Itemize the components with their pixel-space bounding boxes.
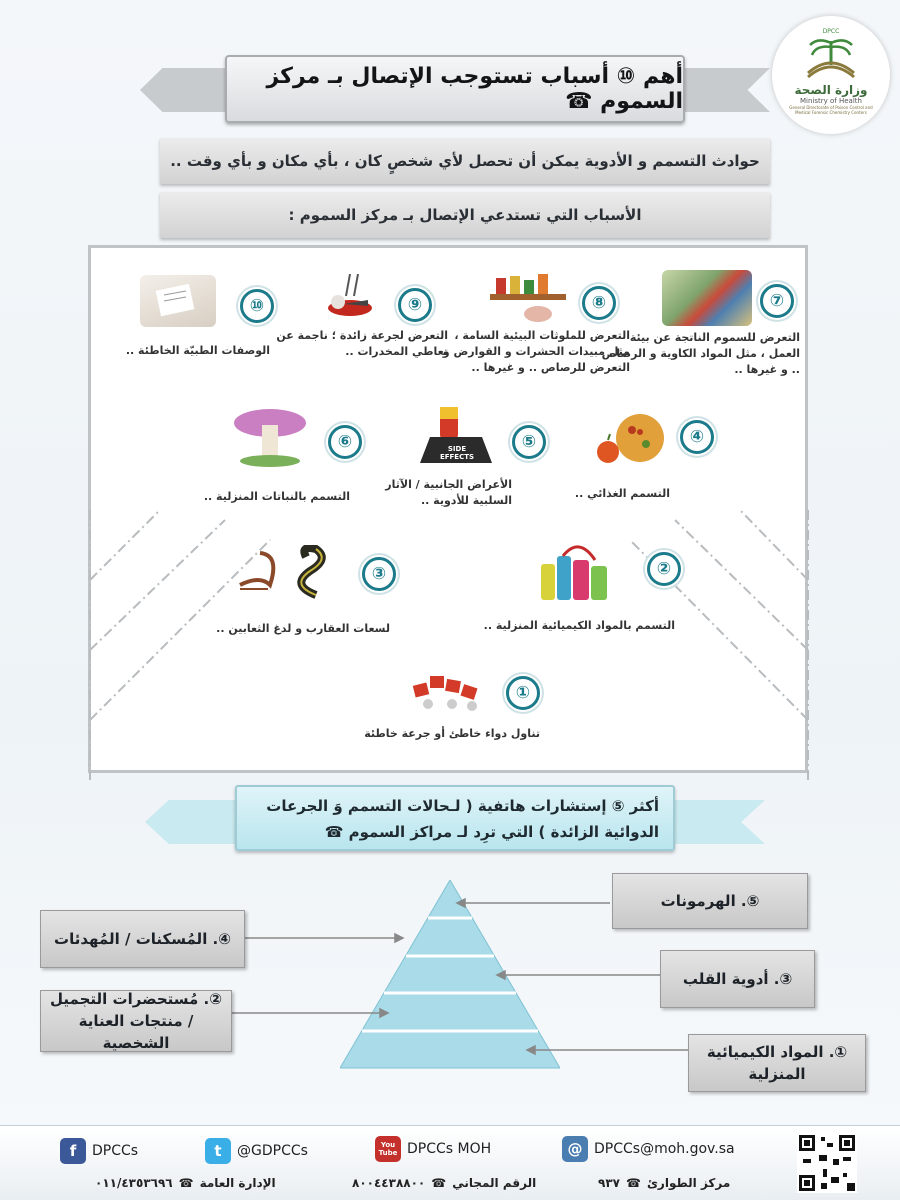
consultation-item-3: ③. أدوية القلب (660, 950, 815, 1008)
cause-number: ⑩ (240, 289, 274, 323)
cause-number: ④ (680, 420, 714, 454)
ribbon-tail-right (680, 68, 770, 112)
emergency-contact (598, 1176, 730, 1190)
cause-text: التسمم بالنباتات المنزلية .. (203, 490, 350, 503)
cleaning-products-icon (535, 540, 615, 604)
consultations-title (235, 785, 675, 851)
prescription-icon (140, 275, 216, 327)
consultations-line-1: أكثر ⑤ إستشارات هاتفية ( لـحالات التسمم وَ الجرعات (266, 797, 659, 815)
cause-item-9 (270, 270, 450, 390)
admin-label: الإدارة العامة (199, 1176, 276, 1190)
facebook-link[interactable] (60, 1138, 138, 1164)
cause-item-8 (430, 270, 630, 390)
cause-text: التعرض للسموم الناتجة عن بيئة العمل ، مثل المواد الكاوية و الرصاص .. و غيرها .. (601, 331, 800, 376)
cause-number: ① (506, 676, 540, 710)
side-effects-label: SIDE EFFECTS (439, 445, 475, 461)
cause-text: تناول دواء خاطئ أو جرعة خاطئة (364, 727, 540, 740)
logo-name-ar: وزارة الصحة (794, 83, 868, 97)
email-icon: @ (562, 1136, 588, 1162)
cause-text: الوصفات الطبيّة الخاطئة .. (125, 344, 270, 357)
ministry-logo (772, 16, 890, 134)
qr-code-icon (797, 1133, 857, 1193)
email-link[interactable] (562, 1136, 735, 1162)
emergency-label: مركز الطوارئ (646, 1176, 731, 1190)
cause-number: ② (647, 552, 681, 586)
facebook-handle: DPCCs (92, 1143, 139, 1159)
cause-item-2 (475, 540, 695, 640)
logo-center-en: General Directorate of Poison Control and Medical Forensic Chemistry Centers (789, 105, 873, 115)
cause-item-3 (210, 545, 400, 645)
page-title: أهم ⑩ أسباب تستوجب الإتصال بـ مركز السموم ☎ (225, 55, 685, 123)
twitter-icon: t (205, 1138, 231, 1164)
consultation-item-5: ⑤. الهرمونات (612, 873, 808, 929)
ribbon2-tail-right (670, 800, 765, 844)
cause-number: ⑧ (582, 286, 616, 320)
cause-text: التعرض للملوثات البيئية السامة ، مثل مبيدات الحشرات و القوارض و التعرض للرصاص .. و غيرها .. (442, 329, 630, 374)
pests-shelf-icon (488, 274, 568, 324)
logo-name-en: Ministry of Health (800, 97, 862, 105)
admin-phone: ٠١١/٤٣٥٣٦٩٦ (95, 1176, 173, 1190)
youtube-channel: DPCCs MOH (407, 1141, 492, 1157)
phone-icon: ☎ (625, 1176, 641, 1190)
email-address: DPCCs@moh.gov.sa (594, 1141, 735, 1157)
scorpion-snake-icon (230, 545, 350, 601)
cause-item-7 (600, 270, 800, 390)
cause-text: لسعات العقارب و لدغ الثعابين .. (216, 622, 390, 635)
free-label: الرقم المجاني (452, 1176, 537, 1190)
workers-icon (662, 270, 752, 326)
cause-number: ⑦ (760, 284, 794, 318)
error-people-icon (408, 670, 488, 716)
intro-text: حوادث التسمم و الأدوية يمكن أن تحصل لأي شخصٍ كان ، بأي مكان و بأي وقت .. (160, 138, 770, 184)
phone-icon: ☎ (431, 1176, 447, 1190)
cause-item-4 (560, 410, 720, 510)
consultation-item-4: ④. المُسكنات / المُهدئات (40, 910, 245, 968)
mushroom-icon (230, 405, 310, 469)
cause-number: ⑤ (512, 425, 546, 459)
cause-text: التعرض لجرعة زائدة ؛ ناجمة عن تعاطي المخدرات .. (276, 329, 448, 358)
logo-badge: DPCC (822, 28, 840, 35)
emergency-phone: ٩٣٧ (598, 1176, 620, 1190)
admin-contact (95, 1176, 276, 1190)
ribbon-tail-left (140, 68, 230, 112)
cause-text: التسمم بالمواد الكيميائية المنزلية .. (483, 619, 675, 632)
cause-number: ⑥ (328, 425, 362, 459)
youtube-link[interactable] (375, 1136, 491, 1162)
palm-swords-icon (796, 35, 866, 83)
consultation-item-2: ②. مُستحضرات التجميل / منتجات العناية الشخصية (40, 990, 232, 1052)
youtube-icon: You Tube (375, 1136, 401, 1162)
cause-number: ③ (362, 557, 396, 591)
cause-item-1 (360, 670, 550, 750)
free-contact (352, 1176, 536, 1190)
cause-item-5 (380, 405, 550, 525)
consultations-line-2: الدوائية الزائدة ) التي ترِد لـ مراكز السموم ☎ (324, 823, 659, 841)
twitter-handle: @GDPCCs (237, 1143, 308, 1159)
ribbon2-tail-left (145, 800, 240, 844)
causes-subheading: الأسباب التي تستدعي الإتصال بـ مركز السموم : (160, 192, 770, 238)
cause-item-6 (190, 405, 370, 515)
cause-text: الأعراض الجانبية / الآثار السلبية للأدوية .. (385, 478, 512, 507)
consultation-item-1: ①. المواد الكيميائية المنزلية (688, 1034, 866, 1092)
free-phone: ٨٠٠٤٤٣٨٨٠٠ (352, 1176, 426, 1190)
overdose-icon (310, 270, 390, 320)
side-effects-icon (416, 405, 496, 465)
twitter-link[interactable] (205, 1138, 308, 1164)
cause-text: التسمم الغذائي .. (574, 487, 670, 500)
phone-icon: ☎ (178, 1176, 194, 1190)
facebook-icon: f (60, 1138, 86, 1164)
cause-number: ⑨ (398, 288, 432, 322)
food-icon (590, 410, 670, 470)
cause-item-10 (110, 275, 280, 375)
